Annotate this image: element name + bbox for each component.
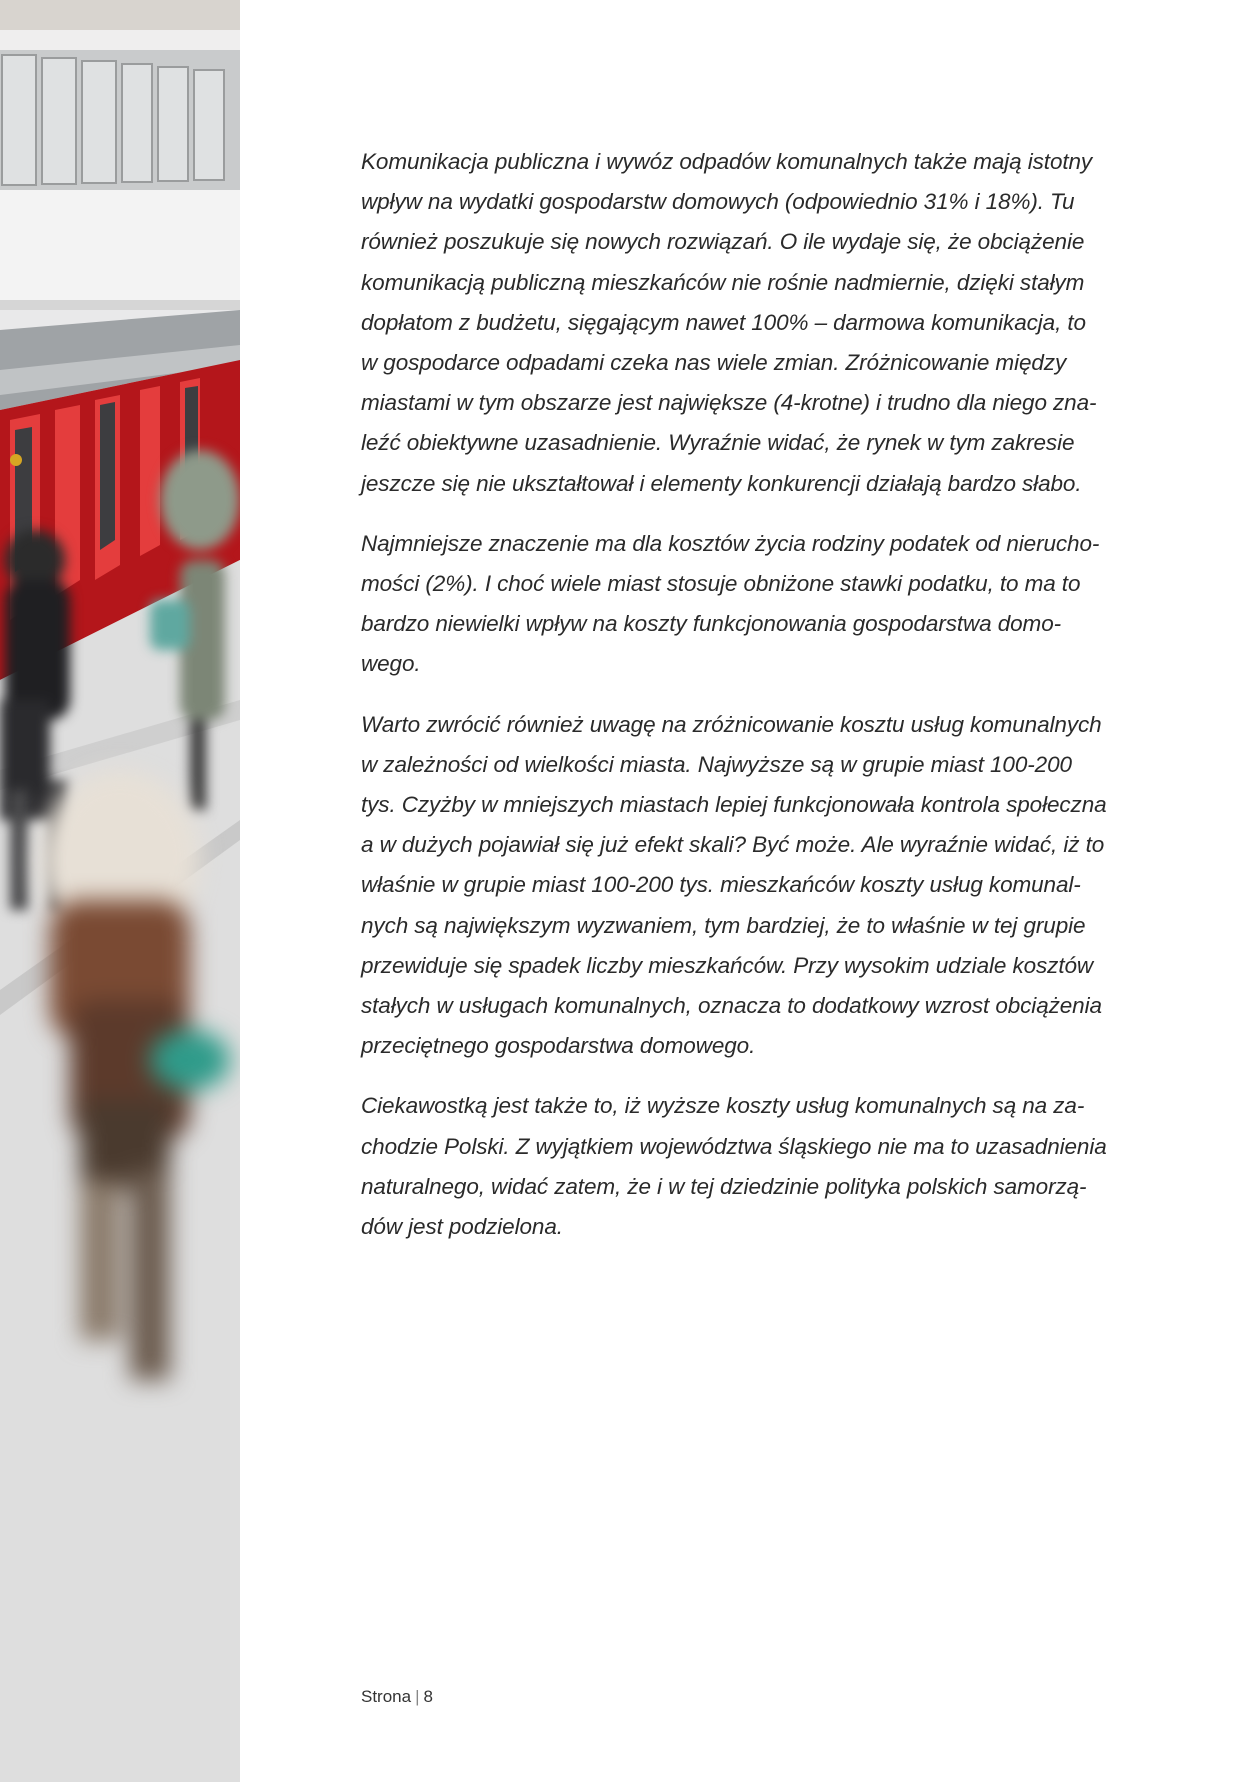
text-line: leźć obiektywne uzasadnienie. Wyraźnie widać, że rynek w tym zakresie xyxy=(361,430,1075,456)
text-line: przewiduje się spadek liczby mieszkańców. Przy wysokim udziale kosztów xyxy=(361,952,1094,978)
article-body xyxy=(361,142,1151,1267)
text-line: w gospodarce odpadami czeka nas wiele zmian. Zróżnicowanie między xyxy=(361,350,1067,376)
text-line: Ciekawostką jest także to, iż wyższe koszty usług komunalnych są na za- xyxy=(361,1093,1085,1119)
text-line: nych są największym wyzwaniem, tym bardziej, że to właśnie w tej grupie xyxy=(361,912,1086,938)
paragraph-4 xyxy=(361,1086,1151,1247)
text-line: Najmniejsze znaczenie ma dla kosztów życia rodziny podatek od nierucho- xyxy=(361,530,1100,556)
page-footer xyxy=(361,1687,433,1707)
page-number: 8 xyxy=(423,1687,433,1706)
text-line: komunikacją publiczną mieszkańców nie rośnie nadmiernie, dzięki stałym xyxy=(361,269,1085,295)
text-line: tys. Czyżby w mniejszych miastach lepiej funkcjonowała kontrola społeczna xyxy=(361,792,1107,818)
text-line: jeszcze się nie ukształtował i elementy konkurencji działają bardzo słabo. xyxy=(361,470,1082,496)
text-line: a w dużych pojawiał się już efekt skali? Być może. Ale wyraźnie widać, iż to xyxy=(361,832,1105,858)
text-line: w zależności od wielkości miasta. Najwyższe są w grupie miast 100-200 xyxy=(361,751,1072,777)
text-line: chodzie Polski. Z wyjątkiem województwa śląskiego nie ma to uzasadnienia xyxy=(361,1133,1107,1159)
text-line: Warto zwrócić również uwagę na zróżnicowanie kosztu usług komunalnych xyxy=(361,711,1102,737)
text-line: bardzo niewielki wpływ na koszty funkcjonowania gospodarstwa domo- xyxy=(361,611,1062,637)
cover-photo-metro-station xyxy=(0,0,240,1782)
text-line: również poszukuje się nowych rozwiązań. O ile wydaje się, że obciążenie xyxy=(361,229,1085,255)
text-line: stałych w usługach komunalnych, oznacza to dodatkowy wzrost obciążenia xyxy=(361,993,1102,1019)
text-line: wpływ na wydatki gospodarstw domowych (odpowiednio 31% i 18%). Tu xyxy=(361,189,1075,215)
text-line: miastami w tym obszarze jest największe (4-krotne) i trudno dla niego zna- xyxy=(361,390,1097,416)
text-line: właśnie w grupie miast 100-200 tys. mieszkańców koszty usług komunal- xyxy=(361,872,1081,898)
text-line: dów jest podzielona. xyxy=(361,1214,563,1240)
paragraph-3 xyxy=(361,705,1151,1067)
paragraph-2 xyxy=(361,524,1151,685)
text-line: mości (2%). I choć wiele miast stosuje obniżone stawki podatku, to ma to xyxy=(361,571,1081,597)
text-line: wego. xyxy=(361,651,421,677)
footer-label: Strona xyxy=(361,1687,412,1706)
text-line: dopłatom z budżetu, sięgającym nawet 100% – darmowa komunikacja, to xyxy=(361,309,1086,335)
text-line: naturalnego, widać zatem, że i w tej dziedzinie polityka polskich samorzą- xyxy=(361,1173,1087,1199)
text-line: Komunikacja publiczna i wywóz odpadów komunalnych także mają istotny xyxy=(361,149,1093,174)
paragraph-1 xyxy=(361,142,1151,504)
footer-separator: | xyxy=(415,1687,420,1706)
text-line: przeciętnego gospodarstwa domowego. xyxy=(361,1033,756,1059)
